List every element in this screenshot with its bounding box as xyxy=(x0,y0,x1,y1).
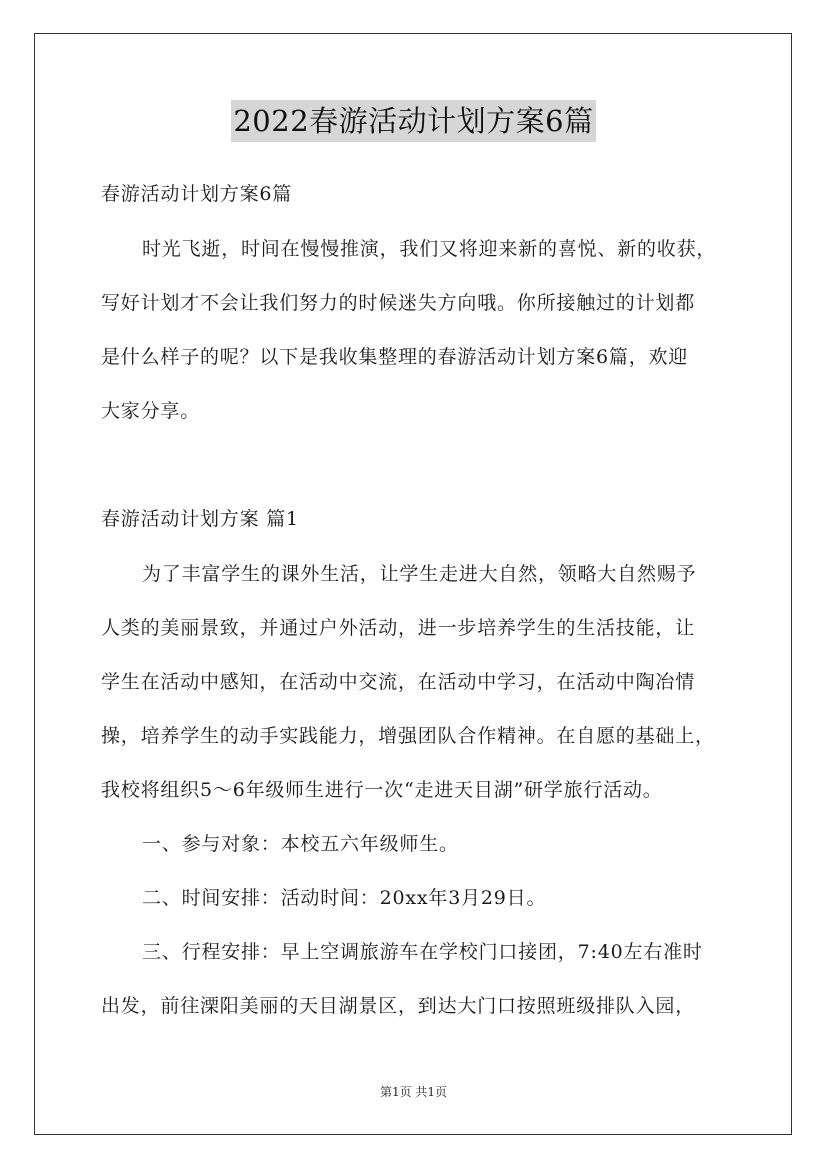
list-item-participants: 一、参与对象：本校五六年级师生。 xyxy=(142,833,459,855)
intro-paragraph-line: 写好计划才不会让我们努力的时候迷失方向哦。你所接触过的计划都 xyxy=(101,292,696,314)
body-paragraph-line: 人类的美丽景致，并通过户外活动，进一步培养学生的生活技能，让 xyxy=(101,617,696,639)
list-item-time: 二、时间安排：活动时间：20xx年3月29日。 xyxy=(142,887,547,909)
intro-paragraph-line: 大家分享。 xyxy=(101,400,201,422)
intro-paragraph-line: 时光飞逝，时间在慢慢推演，我们又将迎来新的喜悦、新的收获， xyxy=(142,238,717,260)
intro-paragraph-line: 是什么样子的呢？以下是我收集整理的春游活动计划方案6篇，欢迎 xyxy=(101,346,689,368)
page-footer: 第1页 共1页 xyxy=(379,1085,448,1099)
body-paragraph-line: 出发，前往溧阳美丽的天目湖景区，到达大门口按照班级排队入园， xyxy=(101,995,696,1017)
section-heading: 春游活动计划方案 篇1 xyxy=(101,508,299,530)
body-paragraph-line: 为了丰富学生的课外生活，让学生走进大自然，领略大自然赐予 xyxy=(142,563,697,585)
title-container xyxy=(0,100,827,142)
body-paragraph-line: 我校将组织5～6年级师生进行一次“走进天目湖”研学旅行活动。 xyxy=(101,779,663,801)
body-paragraph-line: 学生在活动中感知，在活动中交流，在活动中学习，在活动中陶冶情 xyxy=(101,671,696,693)
body-paragraph-line: 操，培养学生的动手实践能力，增强团队合作精神。在自愿的基础上， xyxy=(101,725,715,747)
list-item-itinerary: 三、行程安排：早上空调旅游车在学校门口接团，7:40左右准时 xyxy=(142,941,703,963)
document-title: 2022春游活动计划方案6篇 xyxy=(231,100,595,142)
intro-heading: 春游活动计划方案6篇 xyxy=(101,183,293,205)
